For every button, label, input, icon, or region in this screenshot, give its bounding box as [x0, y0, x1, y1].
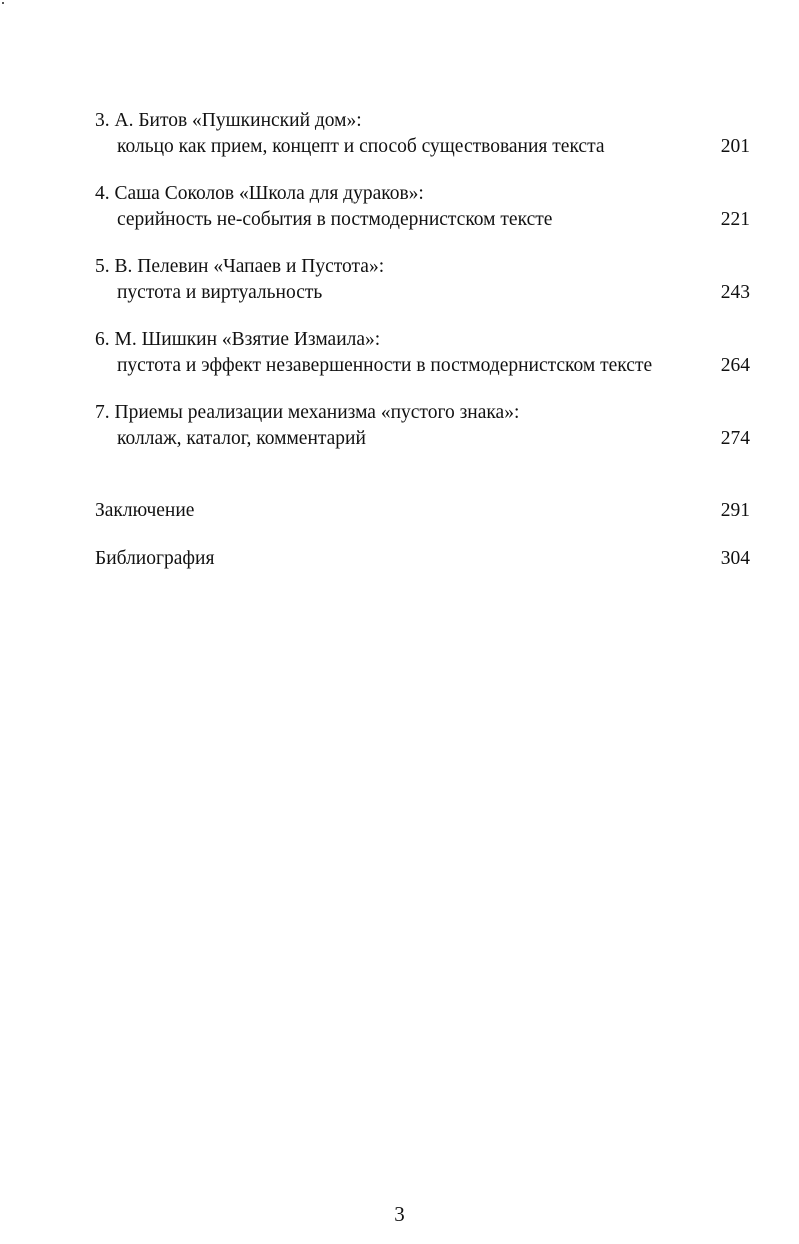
toc-conclusion-page-number: 291 — [720, 500, 750, 521]
toc-entry-title: 3. А. Битов «Пушкинский дом»: — [95, 110, 362, 131]
toc-entry-page-number: 264 — [720, 355, 750, 376]
toc-entry-title: 4. Саша Соколов «Школа для дураков»: — [95, 183, 424, 204]
toc-entry-page-number: 221 — [720, 209, 750, 230]
toc-entry-title: 6. М. Шишкин «Взятие Измаила»: — [95, 329, 381, 350]
toc-entry-subtitle: кольцо как прием, концепт и способ существования текста — [117, 136, 605, 157]
toc-bibliography-label: Библиография — [95, 548, 215, 569]
toc-entry — [95, 400, 750, 452]
toc-entry — [95, 181, 750, 233]
toc-entry-title: 7. Приемы реализации механизма «пустого знака»: — [95, 402, 520, 423]
toc-entry — [95, 327, 750, 379]
toc-entry-page-number: 201 — [720, 136, 750, 157]
toc-entry-subtitle: пустота и эффект незавершенности в постмодернистском тексте — [117, 355, 653, 376]
toc-entry — [95, 108, 750, 160]
toc-entry-title: 5. В. Пелевин «Чапаев и Пустота»: — [95, 256, 385, 277]
toc-conclusion-label: Заключение — [95, 500, 195, 521]
toc-entry — [95, 254, 750, 306]
toc-entry-page-number: 243 — [720, 282, 750, 303]
toc-conclusion — [95, 498, 750, 524]
toc-bibliography-page-number: 304 — [720, 548, 750, 569]
scan-artifact — [2, 2, 4, 4]
toc-entry-subtitle: коллаж, каталог, комментарий — [117, 428, 366, 449]
toc-entry-subtitle: пустота и виртуальность — [117, 282, 323, 303]
toc-entry-subtitle: серийность не-события в постмодернистском тексте — [117, 209, 553, 230]
table-of-contents — [95, 108, 750, 572]
toc-entry-page-number: 274 — [720, 428, 750, 449]
page-number: 3 — [394, 1202, 405, 1226]
toc-bibliography — [95, 546, 750, 572]
